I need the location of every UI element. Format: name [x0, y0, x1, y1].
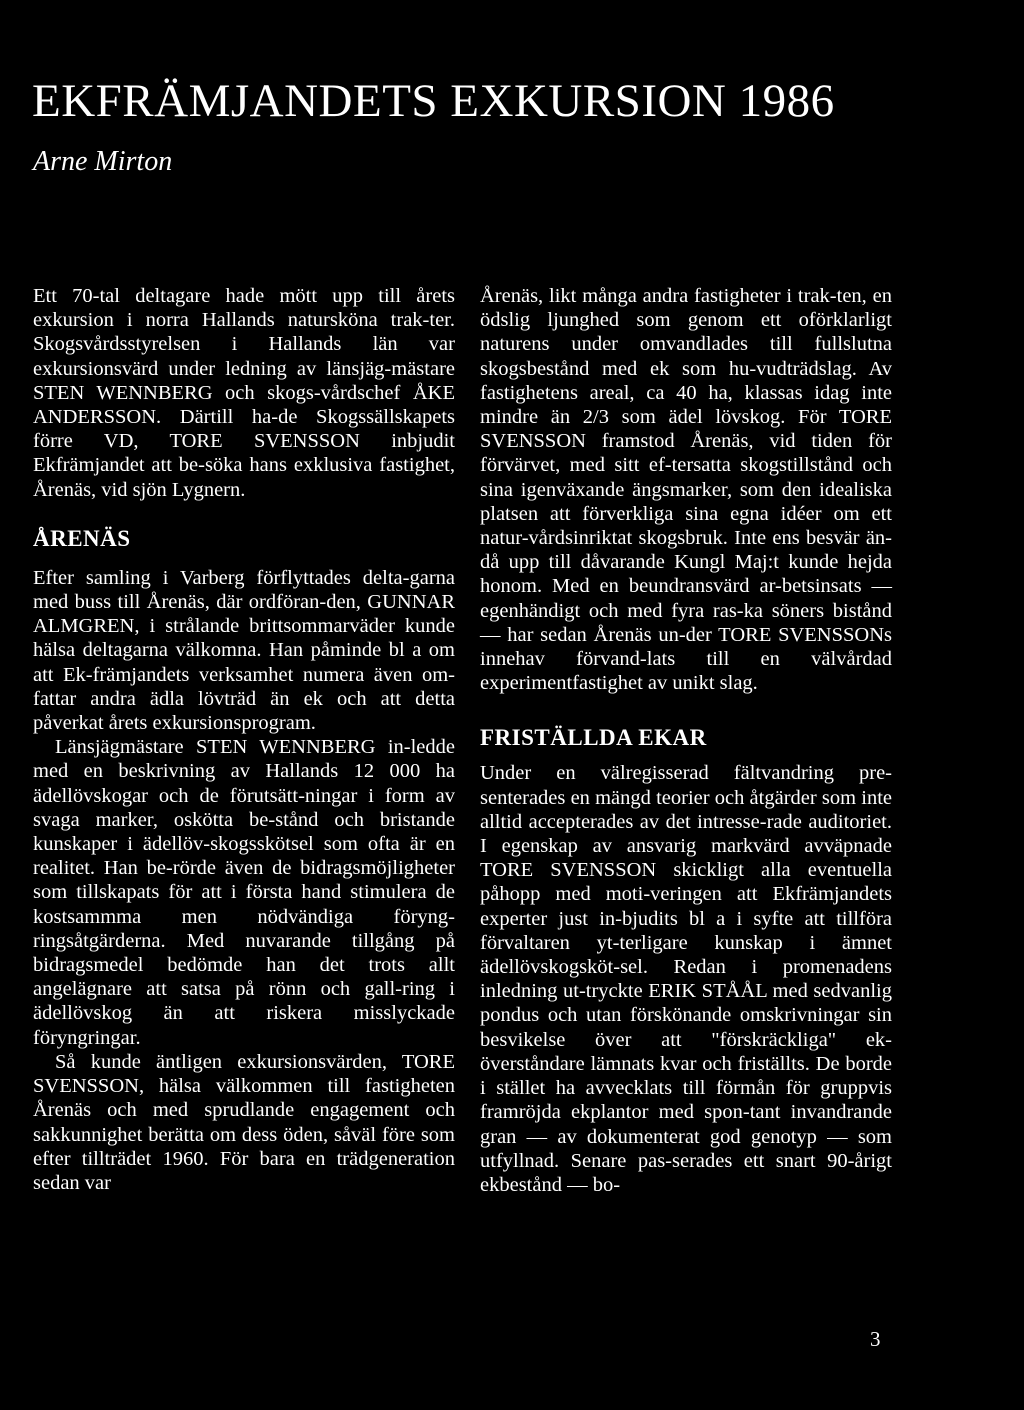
left-column [33, 284, 455, 1195]
body-paragraph: Årenäs, likt många andra fastigheter i trak-ten, en ödslig ljunghed som genom ett oförklarligt naturens under omvandlades till fullslutna skogsbestånd med ek som hu-vudträdslag. Av fastighetens areal, ca 40 ha, klassas idag inte mindre än 2/3 som ädel lövskog. För TORE SVENSSON framstod Årenäs, vid tiden för förvärvet, med sitt ef-tersatta skogstillstånd och sina igenväxande ängsmarker, som den idealiska platsen att förverkliga sina egna idéer om ett natur-vårdsinriktat skogsbruk. Inte ens besvär än-då upp till dåvarande Kungl Maj:t kunde hejda honom. Med en beundransvärd ar-betsinsats — egenhändigt och med fyra ras-ka söners bistånd — har sedan Årenäs un-der TORE SVENSSONs innehav förvand-lats till en välvårdad experimentfastighet av unikt slag. [480, 285, 892, 695]
body-paragraph: Länsjägmästare STEN WENNBERG in-ledde med en beskrivning av Hallands 12 000 ha ädellövskogar och de förutsätt-ningar i form av svaga marker, oskötta be-stånd och bristande kunskaper i ädellöv-skogsskötsel som ofta är en realitet. Han be-rörde även de bidragsmöjligheter som tillskapats för att i första hand stimulera de kostsammma men nödvändiga föryng-ringsåtgärderna. Med nuvarande tillgång på bidragsmedel bedömde han det trots allt angelägnare att satsa på rönn och gall-ring i ädellövskog än att riskera misslyckade föryngringar. [33, 736, 455, 1049]
author-name: Arne Mirton [33, 146, 173, 177]
section-heading-arenas: ÅRENÄS [33, 525, 131, 551]
right-column [480, 284, 892, 1197]
section-heading-fristallda-ekar: FRISTÄLLDA EKAR [480, 725, 707, 751]
body-paragraph: Efter samling i Varberg förflyttades delta-garna med buss till Årenäs, där ordföran-den, GUNNAR ALMGREN, i strålande brittsommarväder kunde hälsa deltagarna välkomna. Han påminde bl a om att Ek-främjandets verksamhet numera även om-fattar andra ädla lövträd än ek och att detta påverkat årets exkursionsprogram. [33, 566, 455, 735]
body-paragraph: Under en välregisserad fältvandring pre-senterades en mängd teorier och åtgärder som inte alltid accepterades av det intresse-rade auditoriet. I egenskap av ansvarig markvärd avväpnade TORE SVENSSON skickligt alla eventuella påhopp med moti-veringen att Ekfrämjandets experter just in-bjudits bl a i syfte att tillföra förvaltaren yt-terligare kunskap i ämnet ädellövskogsköt-sel. Redan i promenadens inledning ut-tryckte ERIK STÅÅL med sedvanlig pondus och utan förskönande omskrivningar sin besvikelse över att "förskräckliga" ek-överståndare lämnats kvar och friställts. De borde i stället ha avvecklats till förmån för gruppvis framröjda ekplantor med spon-tant invandrande gran — av dokumenterat god genotyp — som utfyllnad. Senare pas-serades ett snart 90-årigt ekbestånd — bo- [480, 762, 892, 1196]
body-paragraph: Så kunde äntligen exkursionsvärden, TORE SVENSSON, hälsa välkommen till fastigheten Årenäs och med sprudlande engagement och sakkunnighet berätta om dess öden, såväl före som efter tillträdet 1960. För bara en trädgeneration sedan var [33, 1050, 455, 1194]
intro-paragraph: Ett 70-tal deltagare hade mött upp till årets exkursion i norra Hallands natursköna trak-ter. Skogsvårdsstyrelsen i Hallands län var exkursionsvärd under ledning av länsjäg-mästare STEN WENNBERG och skogs-vårdschef ÅKE ANDERSSON. Därtill ha-de Skogssällskapets förre VD, TORE SVENSSON inbjudit Ekfrämjandet att be-söka hans exklusiva fastighet, Årenäs, vid sjön Lygnern. [33, 285, 455, 501]
article-title: EKFRÄMJANDETS EXKURSION 1986 [32, 75, 835, 127]
page-number: 3 [870, 1327, 881, 1351]
